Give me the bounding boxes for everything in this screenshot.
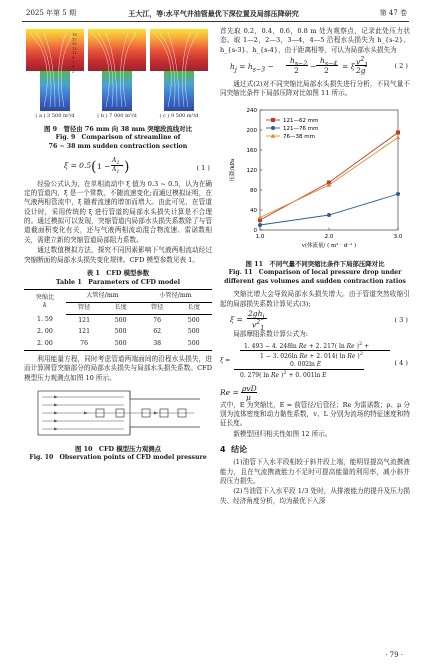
- table-1-title-cn: 表 1 CFD 模型参数: [86, 268, 150, 277]
- figure-10: [24, 385, 212, 445]
- paragraph: 局部摩阻系数计算公式为:: [233, 330, 308, 339]
- header-rule: [22, 21, 409, 22]
- equation-2: $h_j = h_{s-3}$ − $h_{s-2}$ 2 − $h_{s-4}$ 2 = ξ $v^2_1$ 2g ( 2 ): [230, 56, 408, 76]
- figure-9-caption-c: ( c ) 9 500 m³/d: [159, 113, 199, 119]
- volume-page: 第 47 卷: [379, 9, 407, 17]
- plot-frame: [260, 110, 398, 230]
- figure-10-caption-cn: 图 10 CFD 模型压力观测点: [74, 445, 162, 454]
- section-title: 结论: [231, 445, 248, 454]
- y-tick-label: 120: [246, 167, 257, 174]
- table-subheader: 管径: [139, 302, 176, 315]
- colorbar-label: 5: [72, 65, 75, 70]
- figure-9: [24, 27, 212, 125]
- colorbar-label: 19: [72, 33, 77, 37]
- colorbar-label: 15: [72, 42, 77, 47]
- paragraph: 新模型回归相关性如图 12 所示。: [233, 429, 332, 438]
- table-header: 突缩比 k: [24, 290, 66, 315]
- table-row: 2. 00 121 500 62 500: [37, 328, 200, 336]
- paragraph: 突缩比增大会导致局部水头损失增大。由于管道突然收缩引起的局部损失系数计算见式(3);: [220, 290, 410, 308]
- figure-11-chart: [220, 100, 410, 260]
- equation-re: Re = ρvD μ: [220, 383, 257, 402]
- table-row: 2. 00 76 500 38 500: [24, 338, 212, 350]
- table-subheader: 长度: [175, 302, 212, 315]
- section-number: 4: [220, 445, 226, 454]
- figure-11-caption-en-2: different gas volumes and sudden contraction ratios: [224, 277, 406, 285]
- data-point: [396, 130, 400, 134]
- y-tick-label: 0: [253, 227, 257, 234]
- x-tick-label: 2.0: [324, 233, 334, 240]
- legend-label: 121—62 mm: [283, 117, 319, 124]
- y-tick-label: 160: [246, 147, 257, 154]
- figure-9-caption-en-2: 76 ~ 38 mm sudden contraction section: [48, 142, 188, 150]
- y-tick-label: 200: [246, 127, 257, 134]
- table-header: 大管径/mm: [66, 290, 139, 303]
- paragraph: 首先取 0.2，0.4，0.6，0.8 m 处为观察点，记录此处压力状态。取 1—2，2—3，3—4，4—5 沿程水头损失为 h_{s-2}、h_{s-3}、h_{s-4}，由于距离相等，可认为局部水头损失为: [220, 27, 410, 54]
- figure-11-caption-cn: 图 11 不同气量不同突缩比条件下局部压降对比: [245, 259, 385, 268]
- panel-b: [88, 29, 146, 111]
- colorbar-label: 17: [72, 37, 77, 42]
- y-axis-label: 压降/kPa: [230, 158, 236, 182]
- page-number: · 79 ·: [385, 651, 403, 660]
- figure-9-caption-cn: 图 9 管径由 76 mm 向 38 mm 突缩段流线对比: [44, 125, 192, 133]
- data-point: [327, 213, 331, 217]
- equation-4: ξ = 1. 493 − 4. 248ln Re + 2. 217( ln Re )$^2$ + 1 − 3. 026ln Re + 2. 014( ln Re )$^2$ 0. 002ln E 0. 279( ln Re )$^2$ + 0. 001ln E ( 4 ): [220, 340, 408, 379]
- equation-3-number: ( 3 ): [394, 316, 408, 325]
- table-subheader: 长度: [102, 302, 139, 315]
- article-running-title: 王大江，等:水平气井油管最优下深位置及局部压降研究: [128, 9, 299, 18]
- left-column: [24, 27, 212, 463]
- y-tick-label: 40: [250, 207, 257, 214]
- section-heading: [220, 444, 410, 455]
- y-tick-label: 80: [250, 187, 257, 194]
- data-point: [258, 223, 262, 227]
- table-1-title-en: Table 1 Parameters of CFD model: [55, 278, 181, 287]
- paragraph: 经验公式认为，在单相流动中 ξ 值为 0.3 ~ 0.5，认为在确定的管道内，ξ 是一个常数，不随流速变化;而通过模拟证明，在气液两相管流中，ξ 随着流速的增加而增大。由此可见，在管道设计时，采用传统的 ξ 进行管道的局部水头损失计算是不合理的。通过模拟可以发现，突缩管道内局部水头损失系数除了与管道截面积变化有关，还与气液两相流动混合物流速、雷诺数相关，需建立新的突缩管道局部阻力系数。: [24, 179, 212, 244]
- equation-4-number: ( 4 ): [394, 358, 408, 367]
- colorbar-label: 7: [72, 60, 75, 65]
- paragraph: 利用能量方程，同时考虑管道两端面间的沿程水头损失，进而计算圆管突缩部分的局部水头损失与局部水头损失系数。CFD 模型压力观测点如图 10 所示。: [24, 355, 212, 382]
- figure-9-caption-en-1: Fig. 9 Comparison of streamline of: [55, 134, 181, 142]
- legend-label: 76—38 mm: [283, 133, 315, 140]
- x-axis-label: v(体流量/ ( m³ · d⁻¹ ): [301, 242, 357, 249]
- series-line: [260, 132, 398, 220]
- paragraph: 通过式(2)对不同突缩比局部水头损失进行分析，不同气量不同突缩比条件下局部压降对比如图 11 所示。: [220, 80, 410, 98]
- table-1: [24, 289, 212, 351]
- colorbar-label: 9: [72, 55, 75, 60]
- paragraph: (1)油管下入水平段相较于斜井段上端，能明显提高气流携液能力，且在气流携液能力不足时可提高能量的利用率，减小斜井段压力损失。: [220, 458, 410, 486]
- x-tick-label: 1.0: [255, 233, 265, 240]
- figure-9-caption-b: ( b ) 7 000 m³/d: [97, 113, 137, 119]
- data-point: [396, 192, 400, 196]
- colorbar-label: 13: [72, 46, 77, 51]
- y-tick-label: 240: [246, 107, 257, 114]
- panel-c: [150, 29, 208, 111]
- right-column: [220, 27, 410, 507]
- series-line: [260, 194, 398, 225]
- equation-3: ξ = $2gh_j$ $v^2_1$ ( 3 ): [230, 309, 408, 333]
- paragraph: 通过数值模拟方法，探究不同因素影响下气液两相流动经过突缩断面的局部水头损失变化规律。CFD 模型参数见表 1。: [24, 246, 212, 264]
- figure-9-colorbar-labels: [72, 33, 82, 74]
- data-point: [396, 135, 401, 139]
- legend-marker: [271, 126, 275, 130]
- paragraph: (2)当油管下入水平段 1/3 处时，从排液能力的提升及压力损失、经济角度分析，均为最优下入深: [220, 487, 410, 505]
- colorbar-label: 11: [72, 51, 77, 56]
- table-subheader: 管径: [66, 302, 103, 315]
- figure-11-svg: [220, 100, 410, 260]
- table-header: 小管径/mm: [139, 290, 212, 303]
- figure-10-caption-en: Fig. 10 Observation points of CFD model pressure: [29, 454, 207, 462]
- paragraph: 式中，E 为突缩比，E = 前管径/后管径；Re 为雷诺数；ρ、μ 分别为流体密度和动力黏性系数，v、L 分别为流场的特征速度和特征长度。: [220, 400, 410, 428]
- equation-1-number: ( 1 ): [196, 163, 210, 172]
- legend-label: 121—76 mm: [283, 125, 319, 132]
- x-tick-label: 3.0: [393, 233, 403, 240]
- equation-2-number: ( 2 ): [394, 62, 408, 71]
- equation-1: ξ = 0.5 ( 1 − $A_2$ $A_1$ ) ( 1 ): [64, 156, 210, 175]
- colorbar-label: 3: [72, 69, 75, 74]
- series-line: [260, 137, 398, 217]
- journal-issue: 2025 年第 5 期: [26, 9, 76, 17]
- legend-marker: [271, 118, 275, 122]
- figure-11-caption-en-1: Fig. 11 Comparison of local pressure drop under: [228, 268, 402, 276]
- page-header: [0, 0, 427, 22]
- figure-9-caption-a: ( a ) 3 500 m³/d: [35, 113, 75, 119]
- figure-9-streamlines: [24, 27, 212, 113]
- table-row: 1. 59 121 500 76 500: [37, 316, 200, 324]
- figure-10-diagram: [24, 385, 212, 443]
